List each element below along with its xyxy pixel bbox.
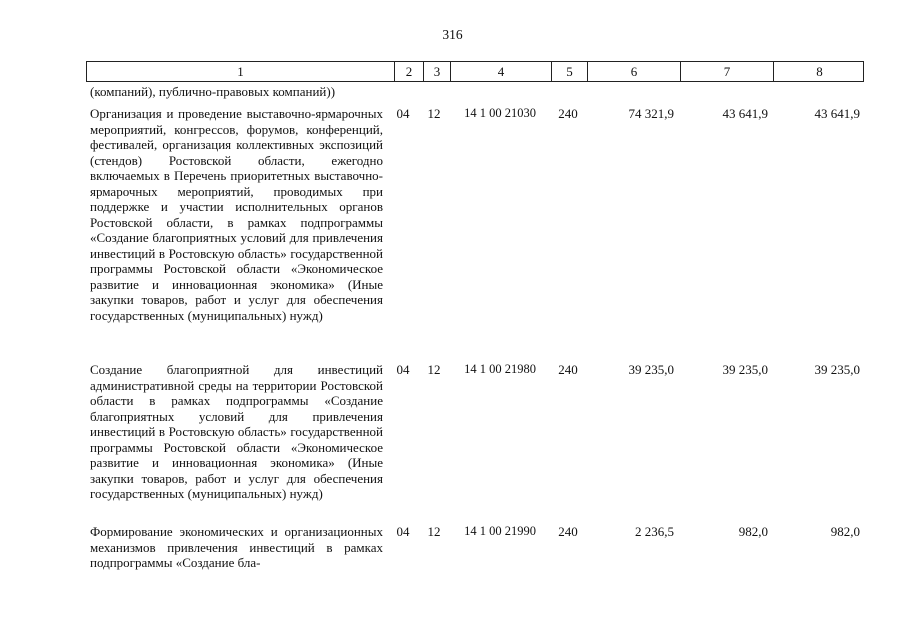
row-description: Организация и проведение выставочно-ярмарочных мероприятий, конгрессов, форумов, конференций, фестивалей, организация коллективных экспозиций (стендов) Ростовской области, ежегодно включаемых в Перечень приоритетных выставочно-ярмарочных мероприятий, проводимых при поддержке и участии исполнительных органов Ростовской области, в рамках подпрограммы «Создание благоприятных условий для привлечения инвестиций в Ростовскую область» государственной программы Ростовской области «Экономическое развитие и инновационная экономика» (Иные закупки товаров, работ и услуг для обеспечения государственных (муниципальных) нужд) [90,106,383,323]
cell-subsection: 12 [427,362,441,377]
cell-expense-type: 240 [558,362,578,377]
cell-amount-3: 982,0 [830,524,860,539]
cell-target-article: 14 1 00 21030 [464,106,536,120]
page-number: 316 [442,27,463,42]
header-col-7: 7 [680,62,773,81]
cell-target-article: 14 1 00 21980 [464,362,536,376]
header-col-8: 8 [773,62,865,81]
cell-amount-3: 39 235,0 [814,362,860,377]
cell-subsection: 12 [427,524,441,539]
cell-amount-1: 74 321,9 [628,106,674,121]
cell-section: 04 [396,524,410,539]
cell-section: 04 [396,362,410,377]
cell-subsection: 12 [427,106,441,121]
continuation-text: (компаний), публично-правовых компаний)) [90,84,336,99]
table-header [86,61,864,82]
cell-section: 04 [396,106,410,121]
cell-target-article: 14 1 00 21990 [464,524,536,538]
cell-expense-type: 240 [558,106,578,121]
cell-amount-1: 2 236,5 [635,524,674,539]
header-col-6: 6 [587,62,680,81]
cell-amount-1: 39 235,0 [628,362,674,377]
cell-amount-2: 982,0 [738,524,768,539]
header-col-3: 3 [423,62,450,81]
header-col-5: 5 [551,62,587,81]
cell-amount-3: 43 641,9 [814,106,860,121]
cell-amount-2: 39 235,0 [722,362,768,377]
cell-amount-2: 43 641,9 [722,106,768,121]
row-description: Создание благоприятной для инвестиций административной среды на территории Ростовской области в рамках подпрограммы «Создание благоприятных условий для привлечения инвестиций в Ростовскую область» государственной программы Ростовской области «Экономическое развитие и инновационная экономика» (Иные закупки товаров, работ и услуг для обеспечения государственных (муниципальных) нужд) [90,362,383,501]
row-description: Формирование экономических и организационных механизмов привлечения инвестиций в рамках подпрограммы «Создание бла- [90,524,383,570]
cell-expense-type: 240 [558,524,578,539]
header-col-1: 1 [237,64,244,79]
header-col-4: 4 [450,62,551,81]
header-col-2: 2 [394,62,423,81]
